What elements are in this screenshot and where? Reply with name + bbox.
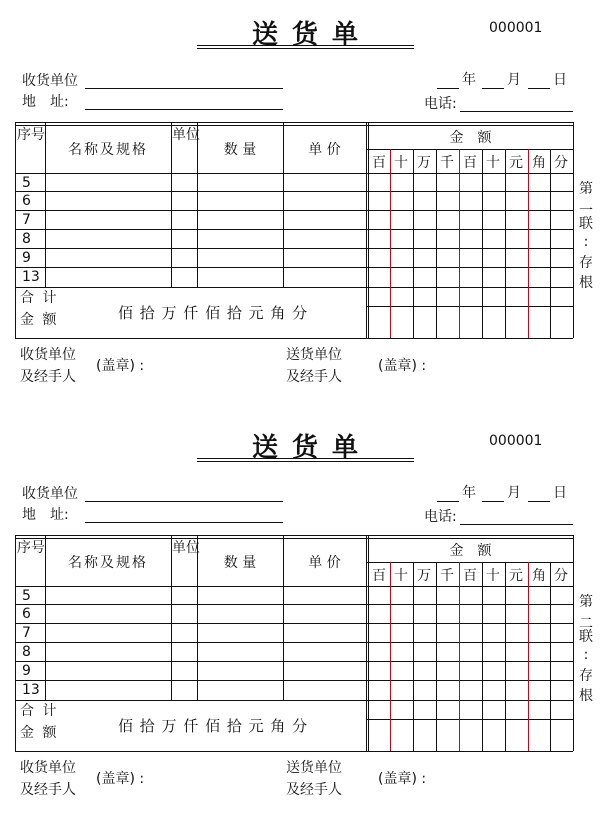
row-number: 7	[22, 625, 31, 641]
month-label: 月	[507, 485, 521, 501]
table-border	[15, 751, 573, 752]
table-line	[15, 661, 573, 662]
table-border	[15, 535, 573, 536]
row-number: 13	[22, 682, 40, 698]
table-line	[15, 700, 573, 701]
receiver-seal-label: (盖章) :	[96, 771, 145, 787]
table-border	[15, 122, 573, 123]
header-seq: 序号	[17, 127, 45, 143]
sender-handler-label: 送货单位	[286, 760, 342, 776]
digit-fen: 分	[554, 568, 568, 584]
serial-number: 000001	[489, 20, 543, 36]
header-name-spec: 名称及规格	[68, 554, 148, 571]
red-divider	[459, 562, 460, 751]
row-number: 6	[22, 193, 31, 209]
digit-jiao: 角	[532, 568, 546, 584]
table-line	[15, 680, 573, 681]
copy-label-char: 根	[579, 688, 593, 704]
digit-thousand: 千	[440, 155, 454, 171]
digit-ten-thousand: 十	[394, 568, 408, 584]
receiver-handler-label: 收货单位	[20, 760, 76, 776]
table-line	[366, 719, 573, 720]
digit-hundred: 百	[463, 155, 477, 171]
header-amount: 金 额	[449, 129, 492, 146]
total-label: 合 计	[20, 703, 59, 719]
table-border	[573, 535, 574, 751]
receiver-handler-label: 及经手人	[20, 369, 76, 385]
copy-label-char: 第	[579, 594, 593, 610]
table-line	[482, 149, 483, 338]
sender-seal-label: (盖章) :	[378, 771, 427, 787]
table-line	[15, 229, 573, 230]
total-label: 金 额	[20, 725, 59, 741]
row-number: 13	[22, 269, 40, 285]
header-unit-price: 单 价	[308, 141, 341, 158]
form-title: 送货单	[251, 20, 372, 50]
receiver-handler-label: 收货单位	[20, 347, 76, 363]
receiver-unit-label: 收货单位	[22, 486, 78, 502]
copy-label-char: 第	[579, 181, 593, 197]
form-title: 送货单	[251, 433, 372, 463]
header-unit: 单位	[172, 540, 200, 556]
digit-fen: 分	[554, 155, 568, 171]
digit-wan: 万	[417, 568, 431, 584]
digit-yuan: 元	[509, 568, 523, 584]
copy-label-char: 一	[579, 203, 593, 219]
total-label: 金 额	[20, 312, 59, 328]
table-line	[550, 149, 551, 338]
copy-label-char: :	[583, 647, 589, 663]
row-number: 5	[22, 588, 31, 604]
total-amount-units: 佰 拾 万 仟 佰 拾 元 角 分	[118, 304, 309, 322]
table-border	[15, 535, 16, 751]
year-label: 年	[462, 72, 476, 88]
header-unit: 单位	[172, 127, 200, 143]
sender-handler-label: 送货单位	[286, 347, 342, 363]
red-divider	[528, 149, 529, 338]
header-amount: 金 额	[449, 542, 492, 559]
header-unit-price: 单 价	[308, 554, 341, 571]
month-label: 月	[507, 72, 521, 88]
phone-label: 电话:	[424, 509, 457, 525]
copy-label-char: 联	[579, 216, 593, 232]
table-line	[15, 586, 573, 587]
sender-handler-label: 及经手人	[286, 782, 342, 798]
table-line	[436, 562, 437, 751]
sender-handler-label: 及经手人	[286, 369, 342, 385]
table-line	[15, 642, 573, 643]
receiver-handler-label: 及经手人	[20, 782, 76, 798]
table-line	[366, 562, 573, 563]
red-divider	[459, 149, 460, 338]
table-line	[482, 562, 483, 751]
row-number: 8	[22, 231, 31, 247]
table-line	[15, 267, 573, 268]
table-line	[436, 149, 437, 338]
red-divider	[390, 562, 391, 751]
table-line	[505, 562, 506, 751]
digit-wan: 万	[417, 155, 431, 171]
table-line	[15, 623, 573, 624]
red-divider	[390, 149, 391, 338]
copy-label-char: :	[583, 234, 589, 250]
digit-jiao: 角	[532, 155, 546, 171]
header-quantity: 数 量	[223, 554, 257, 571]
total-label: 合 计	[20, 290, 59, 306]
table-line	[15, 287, 573, 288]
digit-hundred: 百	[463, 568, 477, 584]
table-line	[505, 149, 506, 338]
receiver-unit-label: 收货单位	[22, 73, 78, 89]
table-border	[573, 122, 574, 338]
table-line	[171, 122, 172, 287]
table-line	[366, 306, 573, 307]
table-line	[15, 604, 573, 605]
table-line	[15, 248, 573, 249]
header-quantity: 数 量	[223, 141, 257, 158]
copy-label-char: 存	[579, 255, 593, 271]
table-line	[366, 149, 573, 150]
copy-label-char: 联	[579, 629, 593, 645]
table-line	[550, 562, 551, 751]
row-number: 7	[22, 212, 31, 228]
year-label: 年	[462, 485, 476, 501]
table-line	[15, 210, 573, 211]
digit-hundred-thousand: 百	[372, 568, 386, 584]
copy-label-char: 二	[579, 616, 593, 632]
table-border	[15, 338, 573, 339]
digit-ten: 十	[486, 155, 500, 171]
address-label: 地 址:	[22, 94, 69, 110]
red-divider	[528, 562, 529, 751]
row-number: 6	[22, 606, 31, 622]
day-label: 日	[553, 485, 567, 501]
table-line	[15, 173, 573, 174]
total-amount-units: 佰 拾 万 仟 佰 拾 元 角 分	[118, 717, 309, 735]
digit-thousand: 千	[440, 568, 454, 584]
table-line	[171, 535, 172, 700]
phone-label: 电话:	[424, 96, 457, 112]
digit-ten: 十	[486, 568, 500, 584]
delivery-form-2	[0, 413, 600, 826]
address-label: 地 址:	[22, 507, 69, 523]
day-label: 日	[553, 72, 567, 88]
header-seq: 序号	[17, 540, 45, 556]
table-line	[15, 191, 573, 192]
digit-yuan: 元	[509, 155, 523, 171]
table-line	[413, 149, 414, 338]
table-border	[15, 122, 16, 338]
header-name-spec: 名称及规格	[68, 141, 148, 158]
receiver-seal-label: (盖章) :	[96, 358, 145, 374]
table-line	[366, 122, 367, 338]
table-line	[366, 535, 367, 751]
table-line	[413, 562, 414, 751]
digit-hundred-thousand: 百	[372, 155, 386, 171]
copy-label-char: 根	[579, 275, 593, 291]
digit-ten-thousand: 十	[394, 155, 408, 171]
row-number: 9	[22, 250, 31, 266]
row-number: 5	[22, 175, 31, 191]
copy-label-char: 存	[579, 668, 593, 684]
serial-number: 000001	[489, 433, 543, 449]
sender-seal-label: (盖章) :	[378, 358, 427, 374]
row-number: 8	[22, 644, 31, 660]
row-number: 9	[22, 663, 31, 679]
